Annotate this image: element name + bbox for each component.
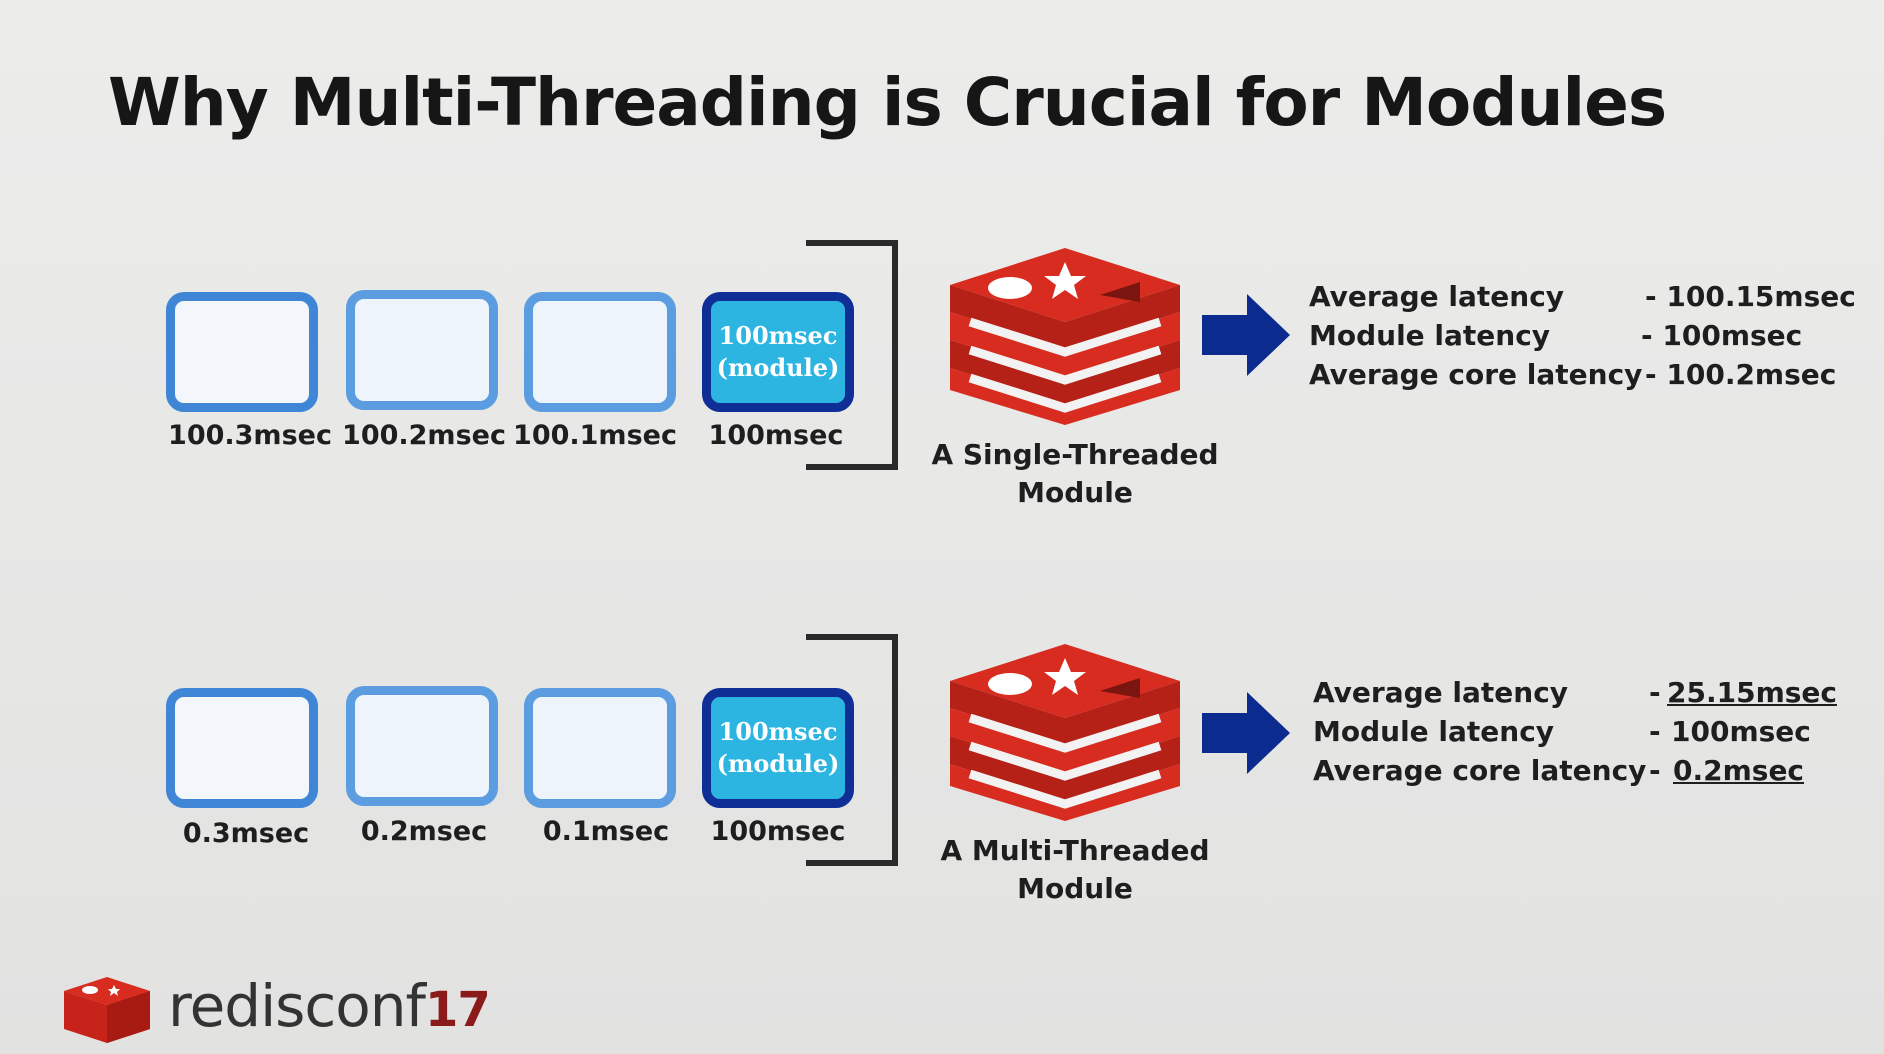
stat-dash: - xyxy=(1649,676,1661,709)
queue-bracket xyxy=(806,240,898,470)
redisconf-wordmark xyxy=(168,972,490,1040)
request-box xyxy=(166,292,318,412)
stat-value: 100msec xyxy=(1671,715,1811,748)
stat-value: - 100.2msec xyxy=(1645,358,1837,391)
module-request-text: (module) xyxy=(716,749,840,778)
redis-logo-icon xyxy=(940,240,1190,430)
request-box xyxy=(346,686,498,806)
request-box xyxy=(166,688,318,808)
module-request-text: (module) xyxy=(716,353,840,382)
stat-value: 0.2msec xyxy=(1673,754,1805,787)
request-latency-label: 100.3msec xyxy=(168,420,332,451)
request-latency-label: 0.3msec xyxy=(182,818,310,849)
request-box xyxy=(524,688,676,808)
stat-name: Average core latency xyxy=(1309,358,1643,391)
brand-name: redisconf xyxy=(168,972,425,1040)
request-box xyxy=(524,292,676,412)
slide-title: Why Multi-Threading is Crucial for Modules xyxy=(108,64,1667,141)
stat-row xyxy=(1309,319,1849,358)
latency-stats xyxy=(1313,676,1853,793)
stat-name: Module latency xyxy=(1309,319,1551,352)
stat-row xyxy=(1309,280,1856,319)
stat-name: Average latency xyxy=(1313,676,1569,709)
request-latency-label: 100.1msec xyxy=(513,420,677,451)
module-request-text: 100msec xyxy=(718,321,838,350)
module-caption-line: Module xyxy=(1017,872,1133,905)
stat-value: - 100msec xyxy=(1641,319,1803,352)
stat-name: Average latency xyxy=(1309,280,1565,313)
stat-row xyxy=(1309,358,1849,397)
request-latency-label: 100.2msec xyxy=(342,420,506,451)
module-request-text: 100msec xyxy=(718,717,838,746)
redis-logo-icon xyxy=(940,636,1190,826)
stat-row xyxy=(1313,754,1853,793)
stat-dash: - xyxy=(1649,715,1661,748)
request-latency-label: 0.2msec xyxy=(360,816,488,847)
module-caption xyxy=(925,832,1225,908)
request-latency-label: 100msec xyxy=(708,420,844,451)
latency-stats xyxy=(1309,280,1856,397)
stat-dash: - xyxy=(1649,754,1661,787)
module-caption-line: A Multi-Threaded xyxy=(940,834,1210,867)
queue-bracket xyxy=(806,634,898,866)
module-caption-line: A Single-Threaded xyxy=(931,438,1219,471)
stat-name: Module latency xyxy=(1313,715,1555,748)
stat-row xyxy=(1313,715,1853,754)
right-arrow-icon xyxy=(1202,290,1292,380)
stat-name: Average core latency xyxy=(1313,754,1647,787)
request-box xyxy=(346,290,498,410)
module-caption-line: Module xyxy=(1017,476,1133,509)
redisconf-logo-icon xyxy=(62,975,152,1045)
brand-year: 17 xyxy=(424,982,490,1038)
right-arrow-icon xyxy=(1202,688,1292,778)
module-caption xyxy=(925,436,1225,512)
stat-value: - 100.15msec xyxy=(1645,280,1856,313)
request-latency-label: 0.1msec xyxy=(542,816,670,847)
stat-row xyxy=(1313,676,1853,715)
request-latency-label: 100msec xyxy=(710,816,846,847)
stat-value: 25.15msec xyxy=(1667,676,1837,709)
